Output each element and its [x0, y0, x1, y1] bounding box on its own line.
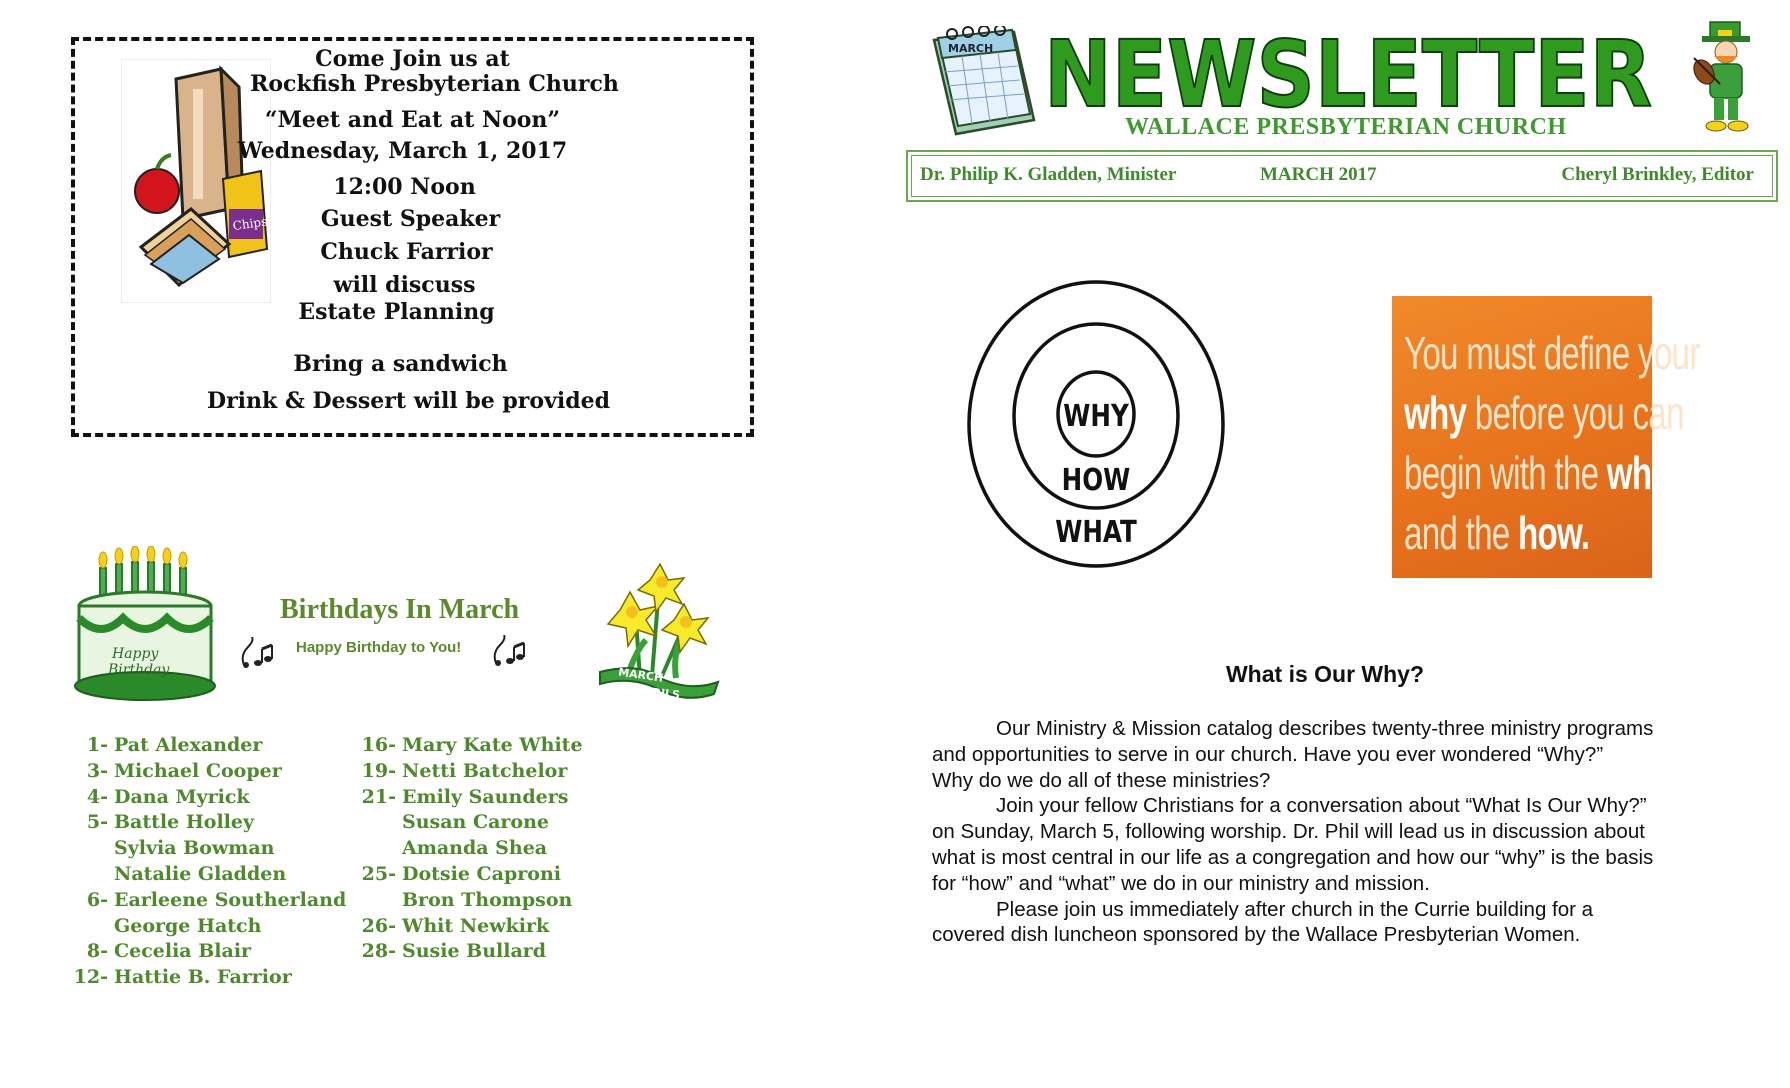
music-note-icon	[238, 637, 274, 673]
article-line: Please join us immediately after church in the Currie building for a	[996, 897, 1594, 921]
cake-happy-text: Happy	[112, 646, 159, 662]
birthday-entry: 28- Susie Bullard	[361, 940, 547, 963]
church-name: WALLACE PRESBYTERIAN CHURCH	[1125, 114, 1567, 140]
daffodil-illustration	[596, 560, 720, 708]
birthday-entry: Amanda Shea	[402, 837, 548, 860]
diagram-why-label: WHY	[1063, 399, 1129, 434]
event-provided: Drink & Dessert will be provided	[207, 388, 610, 414]
article-line: what is most central in our life as a congregation and how our “why” is the basis	[932, 845, 1654, 869]
birthday-entry: 4- Dana Myrick	[86, 785, 250, 808]
event-line-2: Rockfish Presbyterian Church	[250, 71, 619, 97]
birthday-entry: 19- Netti Batchelor	[361, 759, 568, 782]
chips-label: Chips	[231, 214, 269, 234]
editor-credit: Cheryl Brinkley, Editor	[1561, 164, 1754, 185]
poster-line-2: why before you can	[1404, 387, 1684, 439]
birthday-entry: 26- Whit Newkirk	[361, 914, 550, 937]
diagram-what-label: WHAT	[1055, 515, 1137, 550]
birthday-entry: Susan Carone	[402, 811, 549, 834]
birthday-entry: Natalie Gladden	[114, 862, 287, 885]
event-discuss: will discuss	[333, 272, 476, 298]
event-speaker: Chuck Farrior	[320, 239, 493, 265]
poster-line-1: You must define your	[1404, 327, 1700, 379]
article-line: Why do we do all of these ministries?	[932, 768, 1271, 792]
birthday-entry: 25- Dotsie Caproni	[361, 862, 561, 885]
masthead-bar	[906, 150, 1778, 202]
birthday-entry: 8- Cecelia Blair	[86, 940, 252, 963]
birthday-entry: 3- Michael Cooper	[86, 759, 282, 782]
calendar-month-label: MARCH	[948, 42, 994, 55]
birthday-entry: 12- Hattie B. Farrior	[73, 966, 292, 989]
birthday-entry: 5- Battle Holley	[86, 811, 255, 834]
poster-line-4: and the how.	[1404, 507, 1590, 559]
leprechaun-fiddler-illustration	[1690, 18, 1764, 136]
daffodil-name-text: DAFFODILS	[609, 681, 681, 702]
article-line: for “how” and “what” we do in our ministry and mission.	[932, 871, 1430, 895]
music-note-icon	[490, 635, 526, 671]
cake-birthday-text: Birthday	[108, 662, 170, 678]
article-line: covered dish luncheon sponsored by the Wallace Presbyterian Women.	[932, 923, 1581, 947]
diagram-how-label: HOW	[1061, 463, 1131, 498]
article-body	[932, 716, 1732, 948]
minister-credit: Dr. Philip K. Gladden, Minister	[920, 164, 1177, 185]
poster-line-3: begin with the what	[1404, 447, 1680, 499]
issue-date: MARCH 2017	[1260, 164, 1377, 185]
birthday-entry: Bron Thompson	[402, 888, 573, 911]
article-line: and opportunities to serve in our church. Have you ever wondered “Why?”	[932, 742, 1604, 766]
birthday-entry: 21- Emily Saunders	[361, 785, 569, 808]
event-box	[71, 37, 754, 437]
article-line: Our Ministry & Mission catalog describes twenty-three ministry programs	[996, 717, 1654, 740]
birthday-entry: 6- Earleene Southerland	[86, 888, 347, 911]
calendar-illustration	[930, 26, 1038, 138]
birthday-list-left	[68, 733, 346, 991]
why-quote-poster	[1392, 296, 1700, 578]
event-topic: Estate Planning	[298, 299, 495, 325]
event-tagline: “Meet and Eat at Noon”	[264, 107, 561, 133]
article-line: on Sunday, March 5, following worship. Dr. Phil will lead us in discussion about	[932, 820, 1645, 844]
article-line: Join your fellow Christians for a conversation about “What Is Our Why?”	[996, 794, 1647, 818]
event-date: Wednesday, March 1, 2017	[237, 138, 568, 164]
event-bring: Bring a sandwich	[293, 351, 508, 377]
why-how-what-circles	[966, 276, 1228, 572]
birthdays-subtitle: Happy Birthday to You!	[296, 639, 462, 656]
birthday-entry: George Hatch	[114, 914, 262, 937]
newsletter-title-text: NEWSLETTER	[1044, 28, 1652, 118]
birthday-list-right	[356, 733, 583, 965]
birthday-cake-illustration	[72, 546, 218, 708]
birthdays-title: Birthdays In March	[280, 594, 520, 625]
birthday-entry: Sylvia Bowman	[114, 837, 275, 860]
article-title: What is Our Why?	[1225, 661, 1425, 687]
birthday-entry: 1- Pat Alexander	[86, 734, 263, 756]
birthday-entry: 16- Mary Kate White	[361, 734, 583, 756]
event-guest-label: Guest Speaker	[320, 206, 501, 232]
event-time: 12:00 Noon	[333, 174, 476, 200]
event-line-1: Come Join us at	[315, 46, 510, 72]
newsletter-title	[1040, 28, 1660, 118]
daffodil-march-text: MARCH	[617, 665, 665, 685]
